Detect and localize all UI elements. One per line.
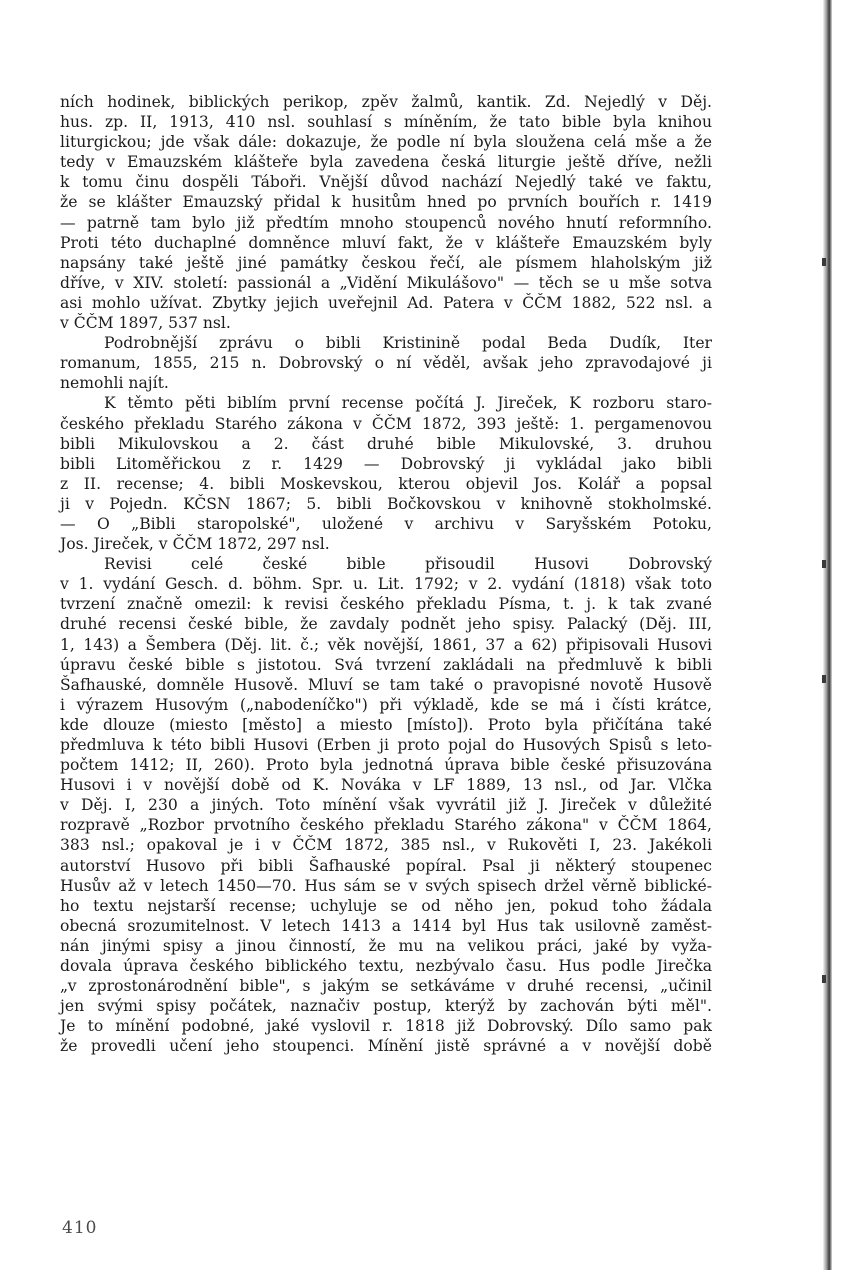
text-line: Revisi celé české bible přisoudil Husovi Dobrovský — [104, 555, 712, 574]
text-line: „v zprostonárodnění bible", s jakým se setkáváme v druhé recensi, „učinil — [60, 977, 712, 996]
text-line: v 1. vydání Gesch. d. böhm. Spr. u. Lit. 1792; v 2. vydání (1818) však toto — [60, 575, 712, 594]
text-line: českého překladu Starého zákona v ČČM 1872, 393 ještě: 1. pergamenovou — [60, 414, 712, 433]
spine-mark — [822, 975, 826, 983]
text-line: autorství Husovo při bibli Šafhauské popíral. Psal ji některý stoupenec — [60, 856, 712, 875]
text-line: že se klášter Emauzský přidal k husitům hned po prvních bouřích r. 1419 — [60, 193, 712, 212]
text-line: v Děj. I, 230 a jiných. Toto mínění však vyvrátil již J. Jireček v důležité — [60, 796, 712, 815]
text-line: bibli Litoměřickou z r. 1429 — Dobrovský ji vykládal jako bibli — [60, 454, 712, 473]
text-line: Šafhauské, domněle Husově. Mluví se tam také o pravopisné novotě Husově — [60, 675, 712, 694]
page-body-text — [60, 92, 712, 1057]
text-line: hus. zp. II, 1913, 410 nsl. souhlasí s míněním, že tato bible byla knihou — [60, 113, 712, 132]
text-line: 383 nsl.; opakoval je i v ČČM 1872, 385 nsl., v Rukověti I, 23. Jakékoli — [60, 836, 712, 855]
spine-mark — [822, 675, 826, 683]
spine-mark — [822, 258, 826, 266]
text-line: dříve, v XIV. století: passionál a „Vidění Mikulášovo" — těch se u mše sotva — [60, 273, 712, 292]
text-line: — patrně tam bylo již předtím mnoho stoupenců nového hnutí reformního. — [60, 213, 712, 232]
text-line: Husovi i v novější době od K. Nováka v LF 1889, 13 nsl., od Jar. Vlčka — [60, 776, 712, 795]
text-line: nán jinými spisy a jinou činností, že mu na velikou práci, jaké by vyža- — [60, 936, 712, 955]
text-line: obecná srozumitelnost. V letech 1413 a 1414 byl Hus tak usilovně zaměst- — [60, 916, 712, 935]
text-line: — O „Bibli staropolské", uložené v archivu v Saryšském Potoku, — [60, 514, 712, 533]
page-number: 410 — [62, 1218, 98, 1238]
text-line: bibli Mikulovskou a 2. část druhé bible Mikulovské, 3. druhou — [60, 434, 712, 453]
text-line: i výrazem Husovým („nabodeníčko") při výkladě, kde se má i čísti krátce, — [60, 695, 712, 714]
text-line: jen svými spisy počátek, naznačiv postup, kterýž by zachován býti měl". — [60, 997, 712, 1016]
text-line: v ČČM 1897, 537 nsl. — [60, 314, 231, 333]
text-line: kde dlouze (miesto [město] a miesto [místo]). Proto byla přičítána také — [60, 715, 712, 734]
text-line: předmluva k této bibli Husovi (Erben ji proto pojal do Husových Spisů s leto- — [60, 736, 712, 754]
text-line: Jos. Jireček, v ČČM 1872, 297 nsl. — [60, 535, 330, 554]
text-line: dovala úprava českého biblického textu, nezbývalo času. Hus podle Jirečka — [60, 957, 712, 976]
text-line: tedy v Emauzském klášteře byla zavedena česká liturgie ještě dříve, nežli — [60, 153, 712, 172]
text-line: Proti této duchaplné domněnce mluví fakt, že v klášteře Emauzském byly — [60, 233, 712, 252]
text-line: liturgickou; jde však dále: dokazuje, že podle ní byla sloužena celá mše a že — [60, 133, 712, 152]
text-line: 1, 143) a Šembera (Děj. lit. č.; věk novější, 1861, 37 a 62) připisovali Husovi — [60, 635, 712, 654]
text-line: Podrobnější zprávu o bibli Kristinině podal Beda Dudík, Iter — [104, 334, 712, 353]
text-line: Je to mínění podobné, jaké vyslovil r. 1818 již Dobrovský. Dílo samo pak — [60, 1017, 712, 1036]
text-line: z II. recense; 4. bibli Moskevskou, kterou objevil Jos. Kolář a popsal — [60, 474, 712, 493]
text-line: že provedli učení jeho stoupenci. Mínění jistě správné a v novější době — [60, 1037, 712, 1056]
text-line: ji v Pojedn. KČSN 1867; 5. bibli Bočkovskou v knihovně stokholmské. — [60, 494, 712, 513]
text-line: nemohli najít. — [60, 374, 169, 393]
text-line: druhé recensi české bible, že zavdaly podnět jeho spisy. Palacký (Děj. III, — [60, 615, 712, 634]
text-line: ních hodinek, biblických perikop, zpěv žalmů, kantik. Zd. Nejedlý v Děj. — [60, 93, 712, 111]
text-line: napsány také ještě jiné památky českou řečí, ale písmem hlaholským již — [60, 253, 712, 272]
text-line: asi mohlo užívat. Zbytky jejich uveřejnil Ad. Patera v ČČM 1882, 522 nsl. a — [60, 293, 712, 312]
text-line: rozpravě „Rozbor prvotního českého překladu Starého zákona" v ČČM 1864, — [60, 816, 712, 835]
text-line: ho textu nejstarší recense; uchyluje se od něho jen, pokud toho žádala — [60, 896, 712, 915]
spine-mark — [822, 560, 826, 568]
text-line: k tomu činu dospěli Táboři. Vnější důvod nachází Nejedlý také ve faktu, — [60, 173, 712, 192]
text-line: romanum, 1855, 215 n. Dobrovský o ní věděl, avšak jeho zpravodajové ji — [60, 354, 712, 373]
text-line: počtem 1412; II, 260). Proto byla jednotná úprava bible české přisuzována — [60, 756, 712, 775]
book-spine-shadow — [823, 0, 832, 1270]
text-line: Husův až v letech 1450—70. Hus sám se v svých spisech držel věrně biblické- — [60, 876, 712, 895]
text-line: K těmto pěti biblím první recense počítá J. Jireček, K rozboru staro- — [104, 394, 712, 413]
text-line: tvrzení značně omezil: k revisi českého překladu Písma, t. j. k tak zvané — [60, 595, 712, 614]
text-line: úpravu české bible s jistotou. Svá tvrzení zakládali na předmluvě k bibli — [60, 655, 712, 674]
